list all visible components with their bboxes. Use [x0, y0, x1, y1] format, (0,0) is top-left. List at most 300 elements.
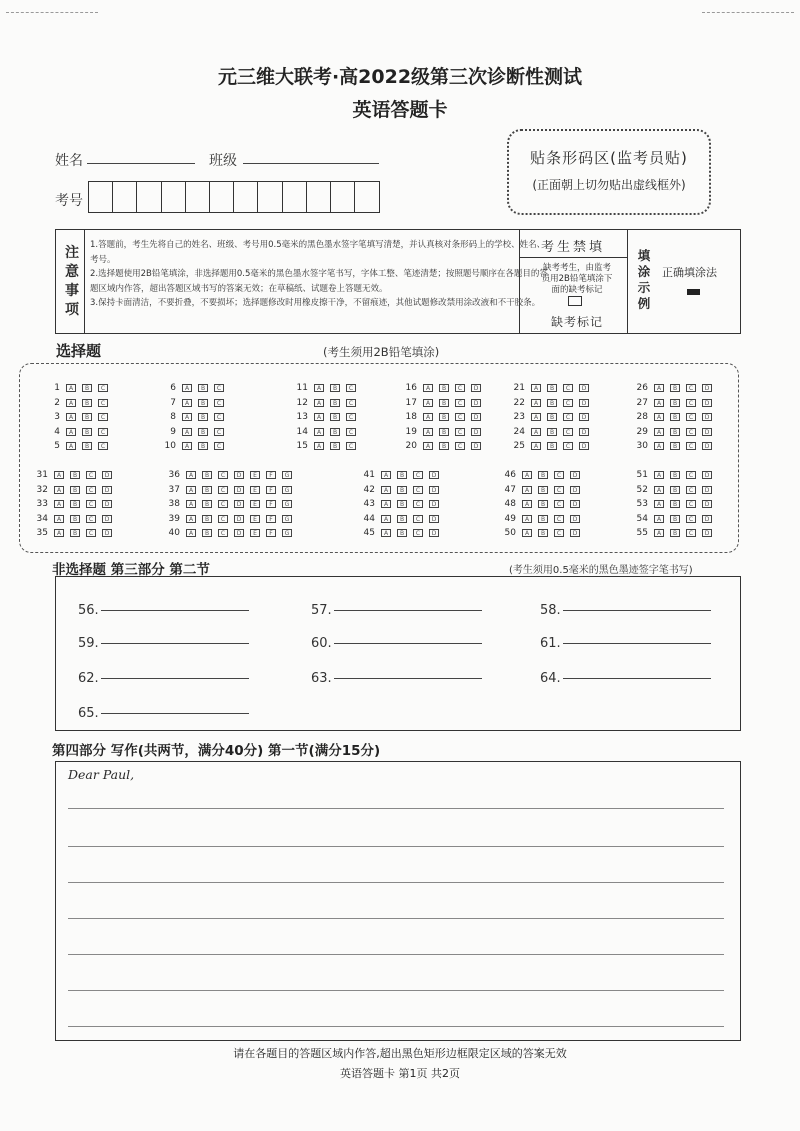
question-number: 39 — [168, 513, 180, 524]
option-bubble-A[interactable]: A — [66, 428, 76, 436]
option-bubble-D[interactable]: D — [234, 486, 244, 494]
option-bubble-C[interactable]: C — [686, 399, 696, 407]
option-bubble-C[interactable]: C — [346, 384, 356, 392]
option-bubble-C[interactable]: C — [86, 471, 96, 479]
answer-item-60[interactable] — [311, 636, 482, 651]
option-bubble-A[interactable]: A — [423, 413, 433, 421]
option-bubble-G[interactable]: G — [282, 529, 292, 537]
option-bubble-B[interactable]: B — [538, 471, 548, 479]
option-bubble-G[interactable]: G — [282, 515, 292, 523]
question-number: 11 — [296, 383, 308, 393]
option-bubble-A[interactable]: A — [54, 529, 64, 537]
option-bubble-B[interactable]: B — [538, 515, 548, 523]
id-cell[interactable] — [186, 182, 210, 212]
option-bubble-C[interactable]: C — [346, 399, 356, 407]
id-cell[interactable] — [137, 182, 161, 212]
option-bubble-B[interactable]: B — [198, 442, 208, 450]
option-bubble-B[interactable]: B — [202, 486, 212, 494]
forbid-text: 缺考考生，由监考员用2B铅笔填涂下面的缺考标记 — [541, 263, 613, 295]
name-field[interactable] — [87, 163, 195, 164]
id-cell[interactable] — [162, 182, 186, 212]
option-bubble-B[interactable]: B — [198, 384, 208, 392]
option-bubble-C[interactable]: C — [218, 500, 228, 508]
option-bubble-A[interactable]: A — [186, 471, 196, 479]
option-bubble-A[interactable]: A — [182, 413, 192, 421]
question-number: 36 — [168, 470, 180, 480]
option-bubble-D[interactable]: D — [471, 399, 481, 407]
option-bubble-B[interactable]: B — [82, 428, 92, 436]
question-number: 45 — [363, 528, 375, 538]
option-bubble-C[interactable]: C — [218, 515, 228, 523]
option-bubble-F[interactable]: F — [266, 515, 276, 523]
id-cell[interactable] — [331, 182, 355, 212]
option-bubble-B[interactable]: B — [330, 442, 340, 450]
option-bubble-F[interactable]: F — [266, 500, 276, 508]
option-bubble-A[interactable]: A — [381, 515, 391, 523]
option-bubble-D[interactable]: D — [429, 515, 439, 523]
option-bubble-B[interactable]: B — [82, 384, 92, 392]
writing-line — [68, 846, 724, 847]
option-bubble-C[interactable]: C — [98, 413, 108, 421]
option-bubble-A[interactable]: A — [531, 413, 541, 421]
option-bubble-B[interactable]: B — [670, 486, 680, 494]
option-bubble-B[interactable]: B — [198, 428, 208, 436]
option-bubble-C[interactable]: C — [413, 486, 423, 494]
id-cell[interactable] — [355, 182, 379, 212]
option-bubble-A[interactable]: A — [66, 413, 76, 421]
writing-line — [68, 1026, 724, 1027]
id-cell[interactable] — [234, 182, 258, 212]
option-bubble-B[interactable]: B — [202, 500, 212, 508]
option-bubble-D[interactable]: D — [702, 529, 712, 537]
option-bubble-B[interactable]: B — [439, 428, 449, 436]
option-bubble-B[interactable]: B — [70, 529, 80, 537]
option-bubble-A[interactable]: A — [423, 442, 433, 450]
option-bubble-B[interactable]: B — [547, 442, 557, 450]
option-bubble-D[interactable]: D — [702, 442, 712, 450]
option-bubble-B[interactable]: B — [330, 399, 340, 407]
option-bubble-B[interactable]: B — [202, 515, 212, 523]
option-bubble-C[interactable]: C — [554, 529, 564, 537]
option-bubble-B[interactable]: B — [670, 413, 680, 421]
option-bubble-B[interactable]: B — [330, 384, 340, 392]
option-bubble-B[interactable]: B — [82, 413, 92, 421]
answer-item-56[interactable] — [78, 603, 249, 618]
option-bubble-A[interactable]: A — [381, 500, 391, 508]
top-right-dash — [702, 12, 794, 13]
option-bubble-D[interactable]: D — [429, 486, 439, 494]
question-29 — [628, 426, 718, 438]
option-bubble-A[interactable]: A — [654, 428, 664, 436]
answer-item-62[interactable] — [78, 671, 249, 686]
question-number: 6 — [170, 383, 176, 393]
option-bubble-D[interactable]: D — [234, 529, 244, 537]
item-number: 63. — [311, 671, 332, 686]
option-bubble-D[interactable]: D — [702, 486, 712, 494]
option-bubble-A[interactable]: A — [381, 529, 391, 537]
option-bubble-A[interactable]: A — [531, 428, 541, 436]
option-bubble-E[interactable]: E — [250, 471, 260, 479]
id-cell[interactable] — [283, 182, 307, 212]
question-49 — [496, 513, 586, 525]
example-title-char: 填 — [637, 248, 651, 263]
question-40 — [160, 527, 298, 539]
item-number: 60. — [311, 636, 332, 651]
option-bubble-B[interactable]: B — [397, 529, 407, 537]
option-bubble-C[interactable]: C — [686, 471, 696, 479]
option-bubble-D[interactable]: D — [234, 515, 244, 523]
question-28 — [628, 411, 718, 423]
option-bubble-D[interactable]: D — [570, 529, 580, 537]
question-number: 26 — [636, 383, 648, 393]
question-16 — [397, 382, 487, 394]
option-bubble-G[interactable]: G — [282, 471, 292, 479]
option-bubble-B[interactable]: B — [397, 486, 407, 494]
non-choice-subtitle: (考生须用0.5毫米的黑色墨迹签字笔书写) — [509, 565, 693, 576]
option-bubble-A[interactable]: A — [531, 442, 541, 450]
option-bubble-C[interactable]: C — [98, 399, 108, 407]
option-bubble-C[interactable]: C — [218, 529, 228, 537]
option-bubble-A[interactable]: A — [182, 384, 192, 392]
question-14 — [288, 426, 362, 438]
option-bubble-D[interactable]: D — [471, 428, 481, 436]
id-cell[interactable] — [307, 182, 331, 212]
option-bubble-B[interactable]: B — [670, 500, 680, 508]
option-bubble-B[interactable]: B — [670, 384, 680, 392]
option-bubble-C[interactable]: C — [346, 428, 356, 436]
option-bubble-B[interactable]: B — [397, 471, 407, 479]
question-number: 55 — [636, 528, 648, 538]
answer-item-61[interactable] — [540, 636, 711, 651]
option-bubble-D[interactable]: D — [702, 500, 712, 508]
id-cell[interactable] — [210, 182, 234, 212]
question-number: 48 — [504, 499, 516, 509]
option-bubble-C[interactable]: C — [98, 384, 108, 392]
option-bubble-D[interactable]: D — [570, 515, 580, 523]
writing-area[interactable] — [55, 761, 741, 1041]
option-bubble-C[interactable]: C — [554, 515, 564, 523]
option-bubble-C[interactable]: C — [686, 442, 696, 450]
option-bubble-C[interactable]: C — [455, 413, 465, 421]
option-bubble-B[interactable]: B — [670, 471, 680, 479]
option-bubble-B[interactable]: B — [397, 515, 407, 523]
option-bubble-D[interactable]: D — [579, 428, 589, 436]
option-bubble-F[interactable]: F — [266, 471, 276, 479]
question-number: 51 — [636, 470, 648, 480]
option-bubble-D[interactable]: D — [579, 413, 589, 421]
option-bubble-D[interactable]: D — [102, 500, 112, 508]
option-bubble-C[interactable]: C — [686, 486, 696, 494]
notes-title-char: 项 — [65, 302, 79, 318]
question-31 — [28, 469, 118, 481]
option-bubble-C[interactable]: C — [686, 500, 696, 508]
option-bubble-C[interactable]: C — [98, 428, 108, 436]
option-bubble-D[interactable]: D — [702, 428, 712, 436]
option-bubble-B[interactable]: B — [82, 442, 92, 450]
option-bubble-D[interactable]: D — [102, 471, 112, 479]
option-bubble-B[interactable]: B — [439, 384, 449, 392]
option-bubble-B[interactable]: B — [70, 471, 80, 479]
option-bubble-A[interactable]: A — [314, 428, 324, 436]
option-bubble-A[interactable]: A — [186, 515, 196, 523]
option-bubble-A[interactable]: A — [186, 486, 196, 494]
option-bubble-D[interactable]: D — [429, 529, 439, 537]
id-cell[interactable] — [89, 182, 113, 212]
option-bubble-A[interactable]: A — [66, 384, 76, 392]
option-bubble-D[interactable]: D — [429, 471, 439, 479]
option-bubble-D[interactable]: D — [429, 500, 439, 508]
option-bubble-D[interactable]: D — [570, 500, 580, 508]
option-bubble-B[interactable]: B — [198, 399, 208, 407]
answer-item-63[interactable] — [311, 671, 482, 686]
option-bubble-D[interactable]: D — [579, 399, 589, 407]
option-bubble-A[interactable]: A — [522, 515, 532, 523]
option-bubble-C[interactable]: C — [455, 384, 465, 392]
option-bubble-A[interactable]: A — [186, 500, 196, 508]
option-bubble-C[interactable]: C — [554, 500, 564, 508]
option-bubble-B[interactable]: B — [397, 500, 407, 508]
option-bubble-C[interactable]: C — [413, 471, 423, 479]
option-bubble-C[interactable]: C — [413, 515, 423, 523]
option-bubble-D[interactable]: D — [570, 471, 580, 479]
footer-warning: 请在各题目的答题区域内作答,超出黑色矩形边框限定区域的答案无效 — [233, 1047, 567, 1060]
option-bubble-B[interactable]: B — [202, 471, 212, 479]
salutation: Dear Paul, — [68, 767, 135, 782]
option-bubble-D[interactable]: D — [570, 486, 580, 494]
notes-title — [62, 244, 82, 320]
notes-title-char: 注 — [65, 245, 79, 261]
option-bubble-A[interactable]: A — [381, 471, 391, 479]
option-bubble-A[interactable]: A — [423, 428, 433, 436]
id-cell[interactable] — [258, 182, 282, 212]
option-bubble-B[interactable]: B — [70, 500, 80, 508]
option-bubble-C[interactable]: C — [563, 384, 573, 392]
absent-checkbox[interactable] — [568, 296, 582, 306]
option-bubble-B[interactable]: B — [538, 486, 548, 494]
option-bubble-C[interactable]: C — [218, 486, 228, 494]
option-bubble-A[interactable]: A — [66, 442, 76, 450]
option-bubble-C[interactable]: C — [686, 384, 696, 392]
option-bubble-A[interactable]: A — [654, 515, 664, 523]
option-bubble-A[interactable]: A — [54, 486, 64, 494]
question-number: 53 — [636, 499, 648, 509]
option-bubble-A[interactable]: A — [54, 500, 64, 508]
option-bubble-D[interactable]: D — [471, 442, 481, 450]
fill-answer-area — [55, 576, 741, 731]
option-bubble-B[interactable]: B — [330, 428, 340, 436]
question-number: 21 — [513, 383, 525, 393]
option-bubble-C[interactable]: C — [455, 399, 465, 407]
question-number: 32 — [36, 484, 48, 495]
option-bubble-D[interactable]: D — [579, 442, 589, 450]
option-bubble-A[interactable]: A — [522, 500, 532, 508]
option-bubble-A[interactable]: A — [314, 384, 324, 392]
option-bubble-A[interactable]: A — [381, 486, 391, 494]
answer-item-58[interactable] — [540, 603, 711, 618]
option-bubble-C[interactable]: C — [455, 428, 465, 436]
option-bubble-A[interactable]: A — [654, 486, 664, 494]
option-bubble-B[interactable]: B — [670, 515, 680, 523]
option-bubble-A[interactable]: A — [522, 529, 532, 537]
option-bubble-C[interactable]: C — [455, 442, 465, 450]
option-bubble-A[interactable]: A — [423, 399, 433, 407]
option-bubble-D[interactable]: D — [579, 384, 589, 392]
option-bubble-A[interactable]: A — [66, 399, 76, 407]
option-bubble-E[interactable]: E — [250, 515, 260, 523]
option-bubble-D[interactable]: D — [234, 471, 244, 479]
option-bubble-B[interactable]: B — [547, 428, 557, 436]
question-52 — [628, 484, 718, 496]
id-number-grid[interactable] — [88, 181, 380, 213]
option-bubble-B[interactable]: B — [70, 515, 80, 523]
barcode-title: 贴条形码区(监考员贴) — [530, 149, 688, 167]
option-bubble-B[interactable]: B — [439, 399, 449, 407]
option-bubble-B[interactable]: B — [547, 399, 557, 407]
option-bubble-C[interactable]: C — [563, 428, 573, 436]
option-bubble-A[interactable]: A — [423, 384, 433, 392]
option-bubble-D[interactable]: D — [702, 384, 712, 392]
option-bubble-C[interactable]: C — [98, 442, 108, 450]
option-bubble-E[interactable]: E — [250, 500, 260, 508]
id-cell[interactable] — [113, 182, 137, 212]
option-bubble-C[interactable]: C — [563, 413, 573, 421]
option-bubble-D[interactable]: D — [471, 384, 481, 392]
option-bubble-D[interactable]: D — [702, 515, 712, 523]
option-bubble-F[interactable]: F — [266, 486, 276, 494]
question-25 — [505, 440, 595, 452]
barcode-note: (正面朝上切勿贴出虚线框外) — [532, 178, 686, 192]
option-bubble-A[interactable]: A — [654, 399, 664, 407]
option-bubble-A[interactable]: A — [182, 442, 192, 450]
question-21 — [505, 382, 595, 394]
option-bubble-B[interactable]: B — [670, 428, 680, 436]
option-bubble-D[interactable]: D — [702, 399, 712, 407]
barcode-area — [507, 129, 711, 215]
option-bubble-C[interactable]: C — [86, 486, 96, 494]
option-bubble-C[interactable]: C — [214, 384, 224, 392]
option-bubble-A[interactable]: A — [186, 529, 196, 537]
non-choice-title: 非选择题 第三部分 第二节 — [52, 562, 210, 578]
option-bubble-B[interactable]: B — [202, 529, 212, 537]
example-title-char: 涂 — [637, 264, 651, 279]
option-bubble-A[interactable]: A — [531, 399, 541, 407]
option-bubble-D[interactable]: D — [102, 486, 112, 494]
option-bubble-C[interactable]: C — [346, 442, 356, 450]
option-bubble-D[interactable]: D — [702, 471, 712, 479]
option-bubble-C[interactable]: C — [413, 529, 423, 537]
option-bubble-B[interactable]: B — [670, 442, 680, 450]
option-bubble-A[interactable]: A — [314, 399, 324, 407]
option-bubble-B[interactable]: B — [330, 413, 340, 421]
option-bubble-A[interactable]: A — [54, 515, 64, 523]
option-bubble-C[interactable]: C — [86, 515, 96, 523]
option-bubble-C[interactable]: C — [554, 471, 564, 479]
option-bubble-C[interactable]: C — [218, 471, 228, 479]
question-48 — [496, 498, 586, 510]
option-bubble-D[interactable]: D — [102, 529, 112, 537]
option-bubble-B[interactable]: B — [82, 399, 92, 407]
option-bubble-D[interactable]: D — [234, 500, 244, 508]
option-bubble-A[interactable]: A — [314, 442, 324, 450]
option-bubble-A[interactable]: A — [654, 500, 664, 508]
option-bubble-B[interactable]: B — [538, 500, 548, 508]
class-field[interactable] — [243, 163, 379, 164]
question-number: 50 — [504, 528, 516, 538]
option-bubble-C[interactable]: C — [214, 399, 224, 407]
option-bubble-F[interactable]: F — [266, 529, 276, 537]
answer-item-64[interactable] — [540, 671, 711, 686]
option-bubble-C[interactable]: C — [563, 442, 573, 450]
option-bubble-D[interactable]: D — [471, 413, 481, 421]
option-bubble-C[interactable]: C — [554, 486, 564, 494]
option-bubble-A[interactable]: A — [654, 413, 664, 421]
option-bubble-G[interactable]: G — [282, 486, 292, 494]
option-bubble-C[interactable]: C — [86, 500, 96, 508]
question-number: 54 — [636, 513, 648, 524]
option-bubble-C[interactable]: C — [563, 399, 573, 407]
question-number: 16 — [405, 383, 417, 393]
option-bubble-A[interactable]: A — [522, 486, 532, 494]
option-bubble-B[interactable]: B — [547, 384, 557, 392]
option-bubble-B[interactable]: B — [70, 486, 80, 494]
option-bubble-A[interactable]: A — [654, 384, 664, 392]
option-bubble-C[interactable]: C — [686, 515, 696, 523]
question-3 — [40, 411, 114, 423]
option-bubble-C[interactable]: C — [214, 428, 224, 436]
option-bubble-C[interactable]: C — [214, 442, 224, 450]
option-bubble-B[interactable]: B — [670, 399, 680, 407]
option-bubble-C[interactable]: C — [346, 413, 356, 421]
question-1 — [40, 382, 114, 394]
item-number: 62. — [78, 671, 99, 686]
option-bubble-B[interactable]: B — [439, 442, 449, 450]
option-bubble-D[interactable]: D — [102, 515, 112, 523]
option-bubble-C[interactable]: C — [214, 413, 224, 421]
option-bubble-B[interactable]: B — [670, 529, 680, 537]
option-bubble-C[interactable]: C — [686, 428, 696, 436]
option-bubble-D[interactable]: D — [702, 413, 712, 421]
option-bubble-B[interactable]: B — [538, 529, 548, 537]
question-number: 28 — [636, 412, 648, 422]
answer-item-65[interactable] — [78, 706, 249, 721]
question-number: 4 — [54, 426, 60, 437]
option-bubble-C[interactable]: C — [686, 413, 696, 421]
option-bubble-A[interactable]: A — [531, 384, 541, 392]
option-bubble-B[interactable]: B — [547, 413, 557, 421]
option-bubble-E[interactable]: E — [250, 486, 260, 494]
example-title-char: 示 — [637, 280, 651, 295]
option-bubble-C[interactable]: C — [413, 500, 423, 508]
answer-item-59[interactable] — [78, 636, 249, 651]
option-bubble-G[interactable]: G — [282, 500, 292, 508]
answer-item-57[interactable] — [311, 603, 482, 618]
option-bubble-B[interactable]: B — [198, 413, 208, 421]
question-number: 34 — [36, 513, 48, 524]
option-bubble-A[interactable]: A — [522, 471, 532, 479]
option-bubble-A[interactable]: A — [182, 399, 192, 407]
option-bubble-A[interactable]: A — [654, 529, 664, 537]
option-bubble-C[interactable]: C — [686, 529, 696, 537]
option-bubble-A[interactable]: A — [314, 413, 324, 421]
option-bubble-A[interactable]: A — [654, 471, 664, 479]
option-bubble-A[interactable]: A — [54, 471, 64, 479]
question-9 — [156, 426, 230, 438]
option-bubble-A[interactable]: A — [654, 442, 664, 450]
option-bubble-A[interactable]: A — [182, 428, 192, 436]
option-bubble-B[interactable]: B — [439, 413, 449, 421]
option-bubble-E[interactable]: E — [250, 529, 260, 537]
option-bubble-C[interactable]: C — [86, 529, 96, 537]
